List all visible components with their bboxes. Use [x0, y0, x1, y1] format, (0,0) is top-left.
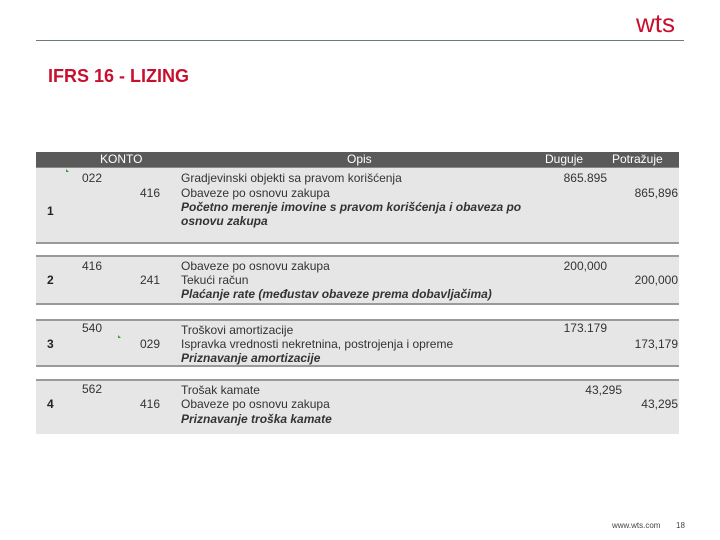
journal-entries-table: [36, 152, 679, 434]
journal-entry-1: [36, 167, 679, 244]
entry-bottom-border: [36, 365, 679, 367]
entry-number: 1: [47, 204, 54, 218]
table-header: [36, 152, 679, 167]
journal-entry-2: [36, 255, 679, 305]
entry-number: 4: [47, 397, 54, 411]
amount-duguje: 43,295: [585, 383, 622, 397]
row-opis: Obaveze po osnovu zakupa: [181, 397, 330, 411]
header-konto: KONTO: [100, 152, 143, 166]
journal-entry-3: [36, 319, 679, 367]
header-divider: [36, 40, 684, 41]
footer-url: www.wts.com: [612, 521, 661, 530]
entry-top-border: [36, 379, 679, 381]
konto-debit: 022: [82, 171, 103, 185]
konto-credit: 416: [140, 186, 161, 200]
slide-title: IFRS 16 - LIZING: [48, 66, 190, 86]
journal-entry-4: [36, 379, 679, 434]
entry-bottom-border: [36, 242, 679, 244]
konto-credit: 241: [140, 273, 161, 287]
header-opis: Opis: [347, 152, 372, 166]
entry-top-border: [36, 255, 679, 257]
amount-potrazuje: 43,295: [641, 397, 678, 411]
row-opis: Ispravka vrednosti nekretnina, postrojenja i opreme: [181, 337, 454, 351]
row-opis: Trošak kamate: [181, 383, 260, 397]
amount-potrazuje: 200,000: [634, 273, 678, 287]
header-potrazuje: Potražuje: [612, 152, 663, 166]
amount-duguje: 173.179: [563, 321, 607, 335]
green-marker: [118, 335, 121, 338]
row-opis: Tekući račun: [181, 273, 249, 287]
amount-duguje: 865.895: [563, 171, 607, 185]
page-number: 18: [676, 521, 685, 530]
amount-potrazuje: 173,179: [634, 337, 678, 351]
konto-credit: 029: [140, 337, 161, 351]
row-opis: Troškovi amortizacije: [181, 323, 294, 337]
konto-credit: 416: [140, 397, 161, 411]
amount-potrazuje: 865,896: [634, 186, 678, 200]
konto-debit: 562: [82, 382, 103, 396]
konto-debit: 416: [82, 259, 103, 273]
konto-debit: 540: [82, 321, 103, 335]
row-opis: Gradjevinski objekti sa pravom korišćenja: [181, 171, 402, 185]
row-opis: Obaveze po osnovu zakupa: [181, 259, 330, 273]
entry-bottom-border: [36, 303, 679, 305]
entry-description-line: osnovu zakupa: [181, 214, 268, 228]
header-duguje: Duguje: [545, 152, 584, 166]
amount-duguje: 200,000: [563, 259, 607, 273]
entry-description-line: Plaćanje rate (međustav obaveze prema dobavljačima): [181, 287, 492, 301]
entry-description-line: Početno merenje imovine s pravom korišćenja i obaveza po: [181, 200, 522, 214]
entry-number: 2: [47, 273, 54, 287]
entry-description-line: Priznavanje amortizacije: [181, 351, 321, 365]
entry-number: 3: [47, 337, 54, 351]
entry-description-line: Priznavanje troška kamate: [181, 412, 332, 426]
wts-logo: wts: [636, 8, 675, 38]
row-opis: Obaveze po osnovu zakupa: [181, 186, 330, 200]
green-marker: [66, 169, 69, 172]
